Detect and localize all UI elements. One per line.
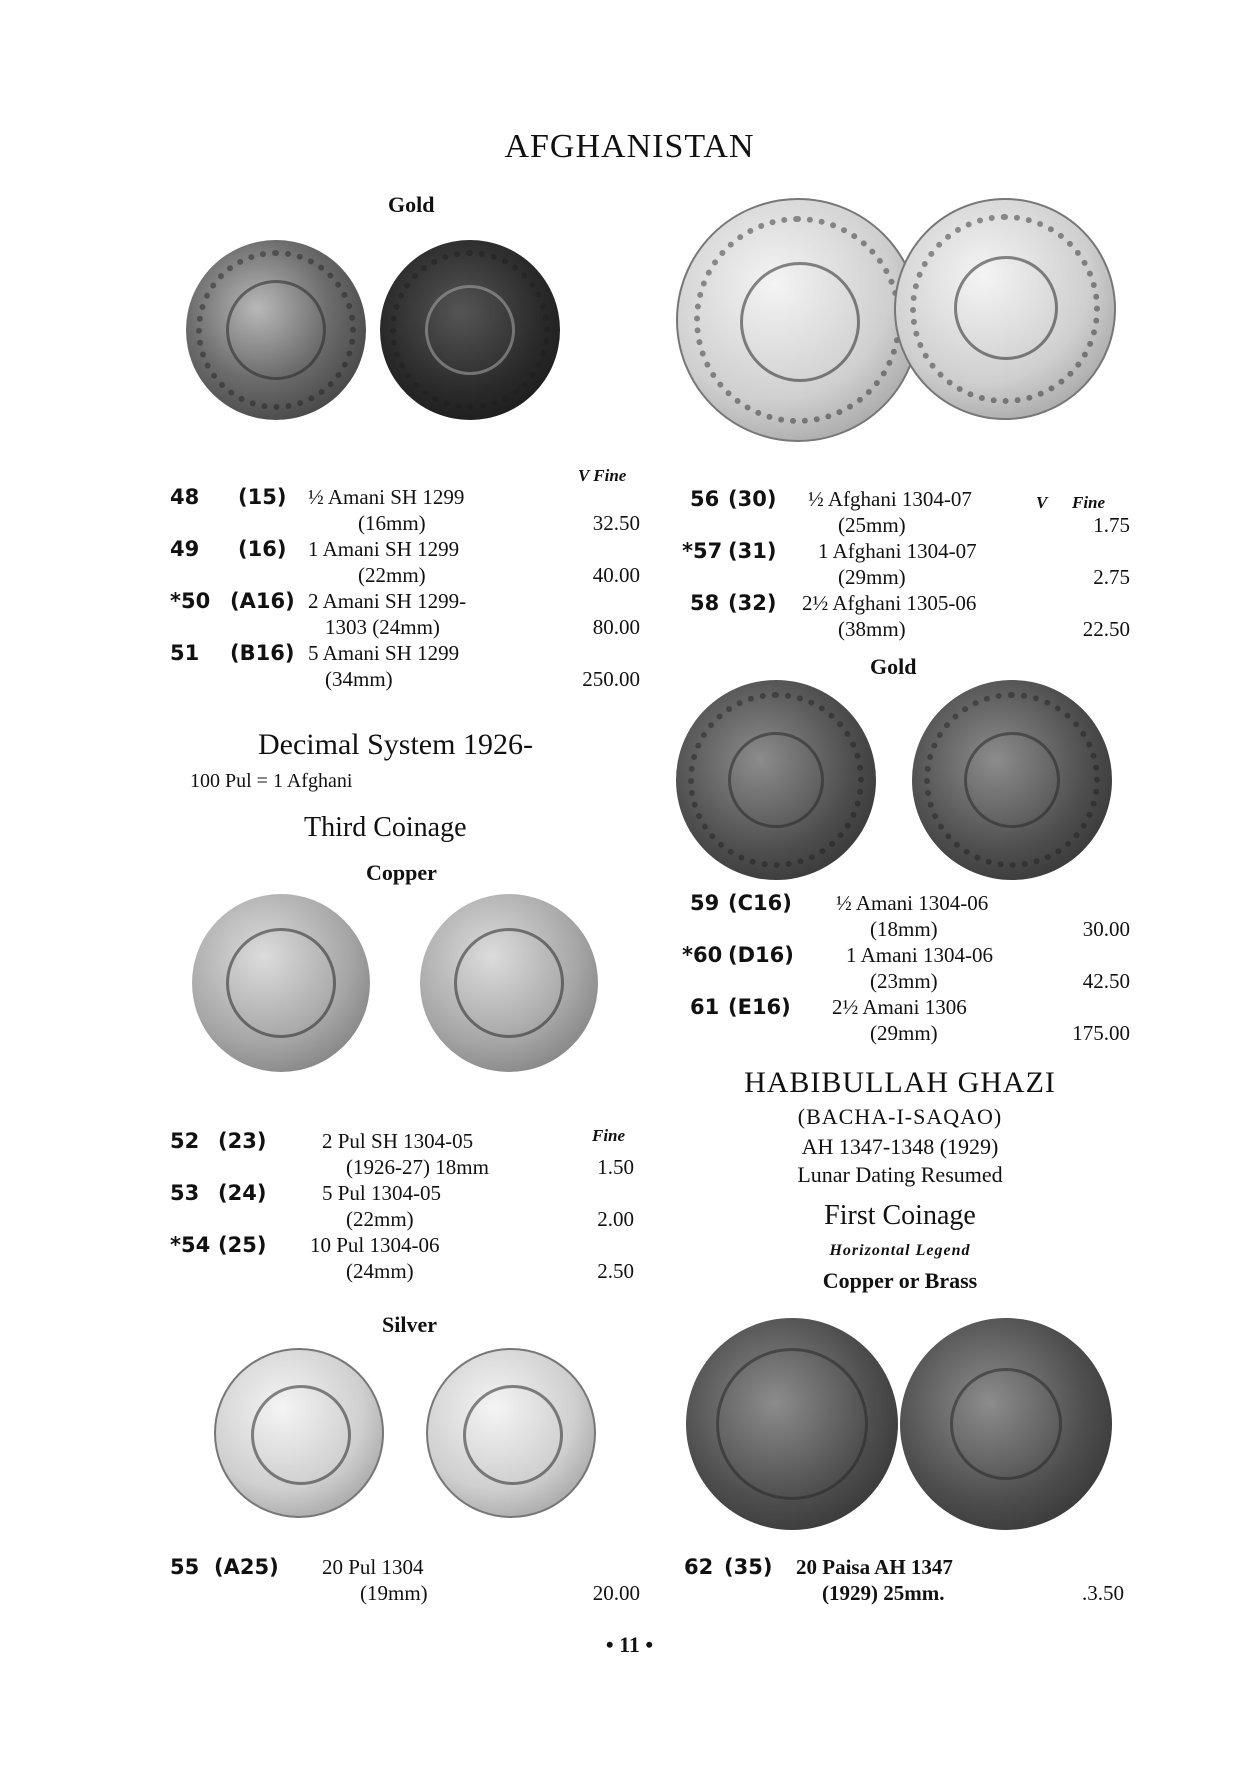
coin-image-gold-obverse [186, 240, 366, 420]
decimal-system-subheader: 100 Pul = 1 Afghani [190, 770, 353, 792]
entry-desc: ½ Afghani 1304-07 [808, 487, 972, 511]
entry-desc: 20 Pul 1304 [322, 1555, 424, 1579]
copper-header: Copper [366, 860, 437, 885]
entry-desc: ½ Amani SH 1299 [308, 485, 465, 509]
entry-size: (38mm) [838, 617, 906, 641]
third-coinage-header: Third Coinage [304, 812, 467, 843]
coin-image-silver-large-reverse [894, 198, 1116, 420]
entry-price: 1.75 [1093, 513, 1130, 537]
coin-inner-ring [716, 1348, 868, 1500]
coin-star-mosque [425, 285, 515, 375]
catalog-ref: (16) [238, 537, 287, 561]
grade-label-v: V [1036, 493, 1048, 512]
entry-desc: 10 Pul 1304-06 [310, 1233, 440, 1257]
entry-size: (18mm) [870, 917, 938, 941]
coin-image-copper-reverse [420, 894, 598, 1072]
catalog-ref: (32) [728, 591, 777, 615]
silver-header-left: Silver [382, 1312, 437, 1337]
coin-inner-ring [251, 1385, 351, 1485]
decimal-system-header: Decimal System 1926- [258, 728, 533, 761]
coin-inner-ring [454, 928, 564, 1038]
catalog-number: 52 [170, 1129, 200, 1153]
catalog-number: *60 [682, 943, 723, 967]
entry-price: 22.50 [1082, 617, 1130, 641]
entry-price: 175.00 [1072, 1021, 1130, 1045]
entry-desc: 5 Pul 1304-05 [322, 1181, 442, 1205]
catalog-ref: (23) [218, 1129, 267, 1153]
coin-star-mosque [950, 1368, 1062, 1480]
entry-size: (16mm) [358, 511, 426, 535]
silver-entries-right [682, 486, 1130, 646]
entry-size: (34mm) [325, 667, 393, 691]
entry-desc: 20 Paisa AH 1347 [796, 1555, 953, 1579]
coin-image-paisa-reverse [900, 1318, 1112, 1530]
coin-image-gold-right-obverse [676, 680, 876, 880]
coin-mosque [964, 732, 1060, 828]
entry-price: 20.00 [592, 1581, 640, 1605]
catalog-ref: (A25) [214, 1555, 279, 1579]
page-number: • 11 • [605, 1632, 654, 1657]
entry-desc: 2 Amani SH 1299- [308, 589, 467, 613]
catalog-ref: (25) [218, 1233, 267, 1257]
catalog-number: 55 [170, 1555, 200, 1579]
coin-tughra [728, 732, 824, 828]
entry-size: (23mm) [870, 969, 938, 993]
entry-size: (1926-27) 18mm [346, 1155, 489, 1179]
grade-label-left-gold: V Fine [578, 466, 627, 485]
grade-label-fine: Fine [1072, 493, 1106, 512]
coin-image-silver-reverse [426, 1348, 596, 1518]
entry-size: (19mm) [360, 1581, 428, 1605]
catalog-ref: (35) [724, 1555, 773, 1579]
catalog-ref: (B16) [230, 641, 295, 665]
grade-label-copper: Fine [592, 1126, 626, 1145]
catalog-number: 59 [690, 891, 720, 915]
entry-size: (1929) 25mm. [822, 1581, 945, 1605]
entry-size: (22mm) [346, 1207, 414, 1231]
page-title: AFGHANISTAN [504, 128, 755, 165]
gold-header-right: Gold [870, 654, 917, 679]
entry-size: (29mm) [870, 1021, 938, 1045]
entry-desc: 2½ Afghani 1305-06 [802, 591, 977, 615]
entry-desc: 2 Pul SH 1304-05 [322, 1129, 474, 1153]
catalog-ref: (A16) [230, 589, 295, 613]
entry-price: 40.00 [592, 563, 640, 587]
catalog-number: *54 [170, 1233, 211, 1257]
entry-price: 2.50 [597, 1259, 634, 1283]
coin-tughra [740, 262, 860, 382]
coin-image-copper-obverse [192, 894, 370, 1072]
catalog-ref: (30) [728, 487, 777, 511]
coin-mosque [954, 256, 1058, 360]
catalog-number: 53 [170, 1181, 200, 1205]
catalog-ref: (31) [728, 539, 777, 563]
coin-image-silver-obverse [214, 1348, 384, 1518]
entry-desc: ½ Amani 1304-06 [836, 891, 989, 915]
entry-desc: 1 Amani SH 1299 [308, 537, 460, 561]
catalog-number: 56 [690, 487, 720, 511]
first-coinage-header: First Coinage [824, 1200, 976, 1231]
catalog-number: *57 [682, 539, 723, 563]
catalog-number: 58 [690, 591, 720, 615]
copper-brass-entries [684, 1554, 1130, 1610]
coin-inner-ring [463, 1385, 563, 1485]
catalog-number: 61 [690, 995, 720, 1019]
ruler-alias: (BACHA-I-SAQAO) [797, 1104, 1003, 1129]
silver-entries-left [170, 1554, 640, 1610]
entry-desc: 1 Afghani 1304-07 [818, 539, 977, 563]
entry-price: .3.50 [1082, 1581, 1124, 1605]
entry-desc: 2½ Amani 1306 [832, 995, 967, 1019]
coin-inner-ring [226, 928, 336, 1038]
legend-note: Horizontal Legend [829, 1242, 971, 1259]
coin-image-paisa-obverse [686, 1318, 898, 1530]
coin-tughra [226, 280, 326, 380]
entry-price: 42.50 [1082, 969, 1130, 993]
ruler-dates: AH 1347-1348 (1929) [801, 1134, 999, 1159]
entry-size: (25mm) [838, 513, 906, 537]
coin-image-gold-reverse [380, 240, 560, 420]
catalog-number: 51 [170, 641, 200, 665]
catalog-number: 49 [170, 537, 200, 561]
entry-size: (29mm) [838, 565, 906, 589]
coin-image-gold-right-reverse [912, 680, 1112, 880]
entry-desc: 1 Amani 1304-06 [846, 943, 993, 967]
entry-size: (24mm) [346, 1259, 414, 1283]
entry-desc: 5 Amani SH 1299 [308, 641, 460, 665]
entry-price: 2.00 [597, 1207, 634, 1231]
entry-size: 1303 (24mm) [325, 615, 440, 639]
catalog-ref: (24) [218, 1181, 267, 1205]
gold-entries-right [682, 890, 1130, 1050]
gold-entries-left [170, 484, 640, 692]
copper-entries [170, 1128, 640, 1288]
metal-header: Copper or Brass [822, 1268, 978, 1293]
ruler-header: HABIBULLAH GHAZI [744, 1066, 1056, 1099]
entry-size: (22mm) [358, 563, 426, 587]
gold-header-left: Gold [388, 192, 435, 217]
ruler-note: Lunar Dating Resumed [797, 1162, 1003, 1187]
catalog-ref: (E16) [728, 995, 791, 1019]
entry-price: 30.00 [1082, 917, 1130, 941]
entry-price: 2.75 [1093, 565, 1130, 589]
entry-price: 80.00 [592, 615, 640, 639]
catalog-number: 48 [170, 485, 200, 509]
entry-price: 250.00 [582, 667, 640, 691]
coin-image-silver-large-obverse [676, 198, 920, 442]
catalog-number: *50 [170, 589, 211, 613]
catalog-number: 62 [684, 1555, 714, 1579]
entry-price: 32.50 [592, 511, 640, 535]
catalog-ref: (C16) [728, 891, 792, 915]
entry-price: 1.50 [597, 1155, 634, 1179]
catalog-ref: (D16) [728, 943, 794, 967]
catalog-ref: (15) [238, 485, 287, 509]
